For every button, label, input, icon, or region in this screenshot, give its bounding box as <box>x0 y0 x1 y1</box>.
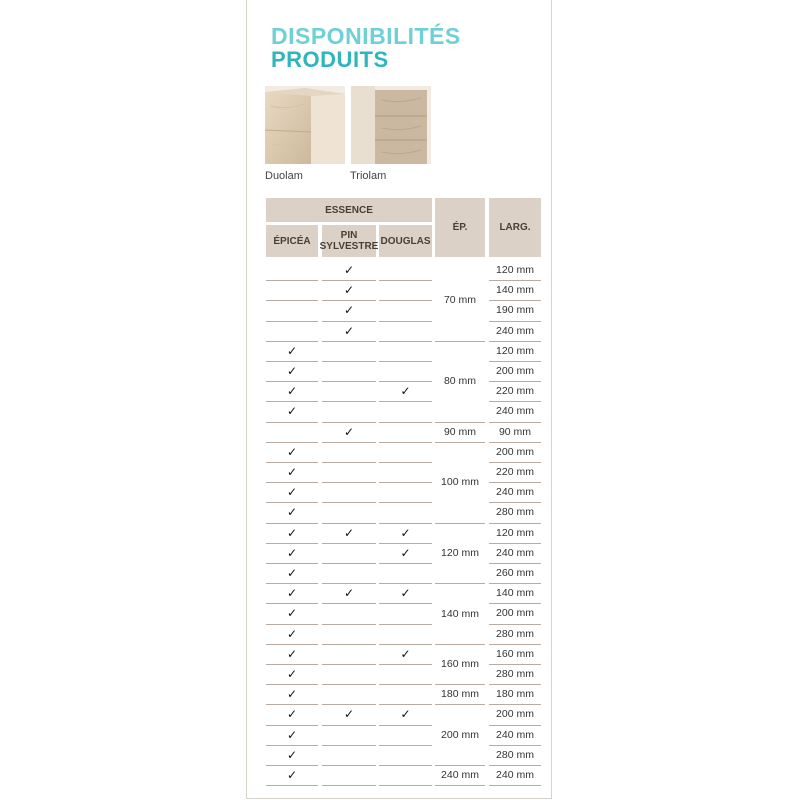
title-line-1: DISPONIBILITÉS <box>271 23 461 49</box>
row-separator <box>489 785 541 786</box>
row-separator <box>379 624 432 625</box>
largeur-value: 240 mm <box>496 324 534 337</box>
largeur-value: 120 mm <box>496 526 534 539</box>
epaisseur-value: 140 mm <box>441 607 479 620</box>
largeur-value: 240 mm <box>496 486 534 499</box>
epaisseur-value: 90 mm <box>443 425 477 438</box>
check-mark-pin: ✓ <box>343 283 355 298</box>
check-mark-epicea: ✓ <box>286 586 298 601</box>
largeur-value: 280 mm <box>496 748 534 761</box>
row-separator <box>379 482 432 483</box>
check-mark-epicea: ✓ <box>286 566 298 580</box>
epaisseur-value: 100 mm <box>441 476 479 489</box>
row-separator <box>379 664 432 665</box>
check-mark-douglas: ✓ <box>400 707 411 722</box>
largeur-value: 260 mm <box>496 567 534 579</box>
duolam-caption: Duolam <box>265 170 303 182</box>
row-separator <box>379 422 432 423</box>
check-mark-pin: ✓ <box>343 424 355 439</box>
row-separator <box>379 563 432 564</box>
duolam-photo <box>265 86 345 164</box>
largeur-value: 200 mm <box>496 708 534 721</box>
epaisseur-value: 70 mm <box>443 294 477 307</box>
row-separator <box>379 462 432 463</box>
row-separator <box>322 502 376 503</box>
epaisseur-value: 120 mm <box>441 546 479 559</box>
header-epicea: ÉPICÉA <box>266 225 318 257</box>
row-separator <box>379 280 432 281</box>
header-douglas: DOUGLAS <box>379 225 432 257</box>
row-separator <box>322 664 376 665</box>
row-separator <box>379 300 432 301</box>
epaisseur-value: 240 mm <box>441 769 479 782</box>
largeur-value: 280 mm <box>496 627 534 640</box>
row-separator <box>322 442 376 443</box>
largeur-value: 220 mm <box>496 385 534 398</box>
row-separator <box>322 725 376 726</box>
check-mark-pin: ✓ <box>343 586 355 601</box>
largeur-value: 240 mm <box>496 546 534 559</box>
check-mark-epicea: ✓ <box>286 343 298 358</box>
check-mark-epicea: ✓ <box>286 768 298 782</box>
largeur-value: 240 mm <box>496 769 534 781</box>
check-mark-pin: ✓ <box>343 323 355 338</box>
check-mark-pin: ✓ <box>343 525 355 540</box>
check-mark-epicea: ✓ <box>286 465 298 479</box>
check-mark-epicea: ✓ <box>286 727 298 742</box>
check-mark-pin: ✓ <box>343 263 355 277</box>
check-mark-epicea: ✓ <box>286 626 298 641</box>
triolam-photo <box>351 86 431 164</box>
largeur-value: 120 mm <box>496 344 534 357</box>
largeur-value: 120 mm <box>496 264 534 276</box>
check-mark-epicea: ✓ <box>286 707 298 722</box>
largeur-value: 240 mm <box>496 405 534 418</box>
row-separator <box>322 462 376 463</box>
check-mark-epicea: ✓ <box>286 667 298 681</box>
row-separator <box>266 321 318 322</box>
row-separator <box>322 745 376 746</box>
epaisseur-value: 200 mm <box>441 728 479 741</box>
largeur-value: 140 mm <box>496 284 534 297</box>
header-essence: ESSENCE <box>266 198 432 222</box>
check-mark-epicea: ✓ <box>286 525 298 540</box>
check-mark-epicea: ✓ <box>286 444 298 459</box>
row-separator <box>266 785 318 786</box>
row-separator <box>266 422 318 423</box>
header-pin-sylvestre: PIN SYLVESTRE <box>322 225 376 257</box>
row-separator <box>322 785 376 786</box>
group-separator <box>435 523 485 524</box>
group-separator <box>435 644 485 645</box>
largeur-value: 280 mm <box>496 668 534 680</box>
row-separator <box>379 725 432 726</box>
group-separator <box>435 442 485 443</box>
epaisseur-value: 180 mm <box>441 688 479 701</box>
largeur-value: 140 mm <box>496 587 534 600</box>
row-separator <box>322 381 376 382</box>
row-separator <box>379 684 432 685</box>
row-separator <box>322 361 376 362</box>
glulam-three-layer-beam-icon <box>351 86 431 164</box>
row-separator <box>322 765 376 766</box>
largeur-value: 90 mm <box>498 425 532 438</box>
largeur-value: 180 mm <box>496 688 534 701</box>
title-line-2: PRODUITS <box>271 47 389 72</box>
check-mark-douglas: ✓ <box>400 586 411 601</box>
row-separator <box>379 321 432 322</box>
check-mark-douglas: ✓ <box>400 545 411 560</box>
row-separator <box>379 745 432 746</box>
group-separator <box>435 785 485 786</box>
epaisseur-value: 160 mm <box>441 658 479 670</box>
check-mark-pin: ✓ <box>343 303 355 318</box>
check-mark-douglas: ✓ <box>400 525 411 540</box>
row-separator <box>322 563 376 564</box>
row-separator <box>322 684 376 685</box>
row-separator <box>379 341 432 342</box>
largeur-value: 190 mm <box>496 304 534 317</box>
largeur-value: 240 mm <box>496 728 534 741</box>
header-largeur: LARG. <box>489 198 541 257</box>
row-separator <box>379 603 432 604</box>
glulam-two-layer-beam-icon <box>265 86 345 164</box>
group-separator <box>435 341 485 342</box>
largeur-value: 280 mm <box>496 506 534 519</box>
largeur-value: 160 mm <box>496 647 534 660</box>
check-mark-epicea: ✓ <box>286 505 298 520</box>
row-separator <box>379 442 432 443</box>
largeur-value: 200 mm <box>496 607 534 620</box>
check-mark-epicea: ✓ <box>286 747 298 762</box>
row-separator <box>379 401 432 402</box>
check-mark-epicea: ✓ <box>286 687 298 702</box>
check-mark-epicea: ✓ <box>286 364 298 378</box>
largeur-value: 220 mm <box>496 466 534 478</box>
row-separator <box>266 280 318 281</box>
check-mark-epicea: ✓ <box>286 646 298 661</box>
row-separator <box>322 543 376 544</box>
group-separator <box>435 704 485 705</box>
row-separator <box>266 300 318 301</box>
row-separator <box>379 361 432 362</box>
row-separator <box>322 482 376 483</box>
largeur-value: 200 mm <box>496 365 534 377</box>
check-mark-douglas: ✓ <box>400 384 411 399</box>
row-separator <box>322 603 376 604</box>
row-separator <box>322 624 376 625</box>
row-separator <box>379 785 432 786</box>
check-mark-pin: ✓ <box>343 707 355 722</box>
row-separator <box>322 401 376 402</box>
check-mark-douglas: ✓ <box>400 646 411 661</box>
check-mark-epicea: ✓ <box>286 606 298 621</box>
check-mark-epicea: ✓ <box>286 485 298 500</box>
row-separator <box>322 644 376 645</box>
row-separator <box>379 765 432 766</box>
header-epaisseur: ÉP. <box>435 198 485 257</box>
largeur-value: 200 mm <box>496 445 534 458</box>
group-separator <box>435 583 485 584</box>
check-mark-epicea: ✓ <box>286 384 298 399</box>
row-separator <box>322 341 376 342</box>
triolam-caption: Triolam <box>350 170 387 182</box>
epaisseur-value: 80 mm <box>443 375 477 388</box>
check-mark-epicea: ✓ <box>286 404 298 419</box>
row-separator <box>379 502 432 503</box>
check-mark-epicea: ✓ <box>286 545 298 560</box>
